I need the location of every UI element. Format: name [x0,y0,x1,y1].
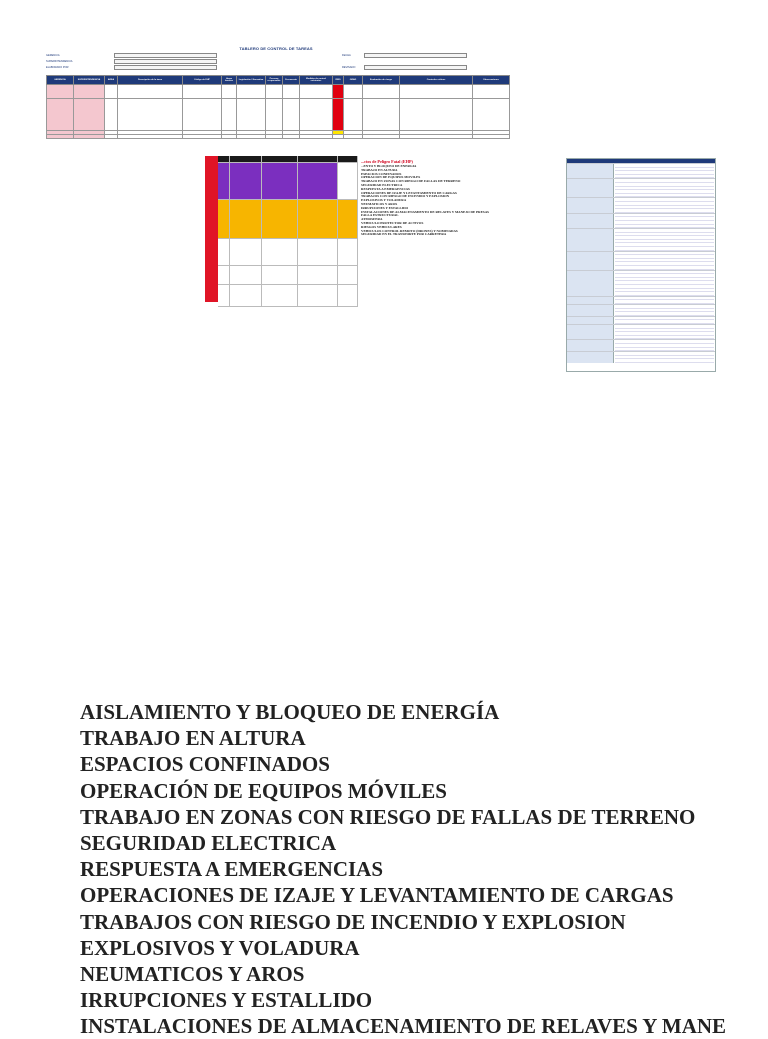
table-cell [74,135,105,139]
table-row [567,163,715,178]
risk-level-cell [218,163,230,199]
table-row [567,324,715,339]
table-cell [105,85,118,99]
meta-value [364,53,467,58]
meta-value [364,65,467,70]
column-header: Evaluación de riesgo [363,76,400,85]
column-header: Persona responsable [266,76,283,85]
list-item: INSTALACIONES DE ALMACENAMIENTO DE RELAVES Y MANEJO DE PRESAS [361,209,490,214]
risk-cell [298,239,338,265]
control-line [615,194,714,198]
list-item: INSTALACIONES DE ALMACENAMIENTO DE RELAVES Y MANE [80,1014,727,1039]
list-item: SEGURIDAD ELECTRICA [361,182,403,187]
table-cell [363,135,400,139]
controls-header-cell [567,159,613,163]
risk-matrix [205,156,385,302]
table-cell [283,85,300,99]
column-header: Código de EHP [183,76,222,85]
risk-cell [230,285,262,306]
list-item: IRRUPCIONES Y ESTALLIDO [80,988,373,1013]
risk-row [218,285,358,307]
table-cell [47,85,74,99]
list-item: RESPUESTA A EMERGENCIAS [80,857,384,882]
control-group-label [567,198,614,212]
table-cell [47,135,74,139]
controls-header-cell [613,159,715,163]
column-header: AREA [105,76,118,85]
table-cell [222,135,237,139]
meta-row [46,59,217,64]
table-cell [118,85,183,99]
table-row [47,99,510,131]
risk-cell [298,266,338,284]
meta-value [114,53,217,58]
list-item: NEUMATICOS Y AROS [80,961,305,986]
control-lines [614,252,715,270]
risk-row [218,163,358,200]
column-header: Legislación / Normativa [237,76,266,85]
ehp-mini-list [361,159,501,237]
table-cell [105,135,118,139]
risk-cell [338,200,358,238]
table-cell [400,85,473,99]
control-group-label [567,297,614,304]
risk-level-cell [218,266,230,284]
table-cell [105,99,118,131]
risk-level-cell [218,285,230,306]
risk-cell [230,163,262,199]
control-line [615,292,714,296]
meta-value [114,59,217,64]
table-cell [473,85,510,99]
meta-value [114,65,217,70]
meta-label: ELABORADO POR [46,66,69,69]
table-cell [473,99,510,131]
table-cell [183,99,222,131]
table-cell [333,99,344,131]
control-group-label [567,340,614,351]
list-item: AISLAMIENTO Y BLOQUEO DE ENERGÍA [80,700,500,724]
column-header: GRAD [344,76,363,85]
control-line [615,359,714,363]
table-cell [300,85,333,99]
table-cell [400,99,473,131]
control-lines [614,179,715,197]
table-cell [300,99,333,131]
control-lines [614,297,715,304]
list-item: OPERACION DE EQUIPOS MOVILES [361,175,421,180]
risk-header-row [218,156,358,163]
table-cell [266,85,283,99]
risk-cell [338,163,358,199]
risk-cell [298,200,338,238]
list-item: RIESGOS VEHICULARES [361,224,402,229]
risk-header-cell [218,156,230,162]
column-header: Descripción de la tarea [118,76,183,85]
list-item: TRABAJO EN ALTURA [361,167,398,172]
control-line [615,209,714,213]
task-control-sheet [46,46,506,139]
meta-row [46,53,217,58]
table-cell [344,135,363,139]
control-lines [614,325,715,339]
column-header: Controles críticos [400,76,473,85]
risk-cell [338,239,358,265]
tasks-header-row [47,76,510,85]
table-cell [183,85,222,99]
controls-header-row [567,159,715,163]
table-row [567,351,715,363]
table-cell [183,135,222,139]
table-cell [400,135,473,139]
column-header: RIES [333,76,344,85]
table-cell [237,135,266,139]
risk-header-cell [338,156,358,162]
control-line [615,175,714,179]
table-cell [473,135,510,139]
risk-cell [262,266,298,284]
control-line [615,247,714,251]
table-cell [237,99,266,131]
meta-row [342,53,467,58]
meta-label: SUPERINTENDENCIA [46,60,73,63]
sheet-title: TABLERO DE CONTROL DE TAREAS [239,46,313,51]
column-header: Frecuencia [283,76,300,85]
meta-row [46,65,217,70]
meta-label: GERENCIA [46,54,60,57]
meta-row [342,65,467,70]
risk-cell [230,266,262,284]
table-cell [74,99,105,131]
list-item: TRABAJOS CON RIESGO DE INCENDIO Y EXPLOSION [80,909,626,934]
control-group-label [567,179,614,197]
table-row [567,228,715,251]
table-cell [333,85,344,99]
column-header: SUPERINTENDENCIA [74,76,105,85]
list-item: RESPUESTA A EMERGENCIAS [361,186,410,191]
table-cell [363,99,400,131]
control-group-label [567,305,614,316]
risk-header-cell [298,156,338,162]
list-item: EXPLOSIVOS Y VOLADURA [80,935,360,960]
control-line [615,300,714,304]
list-item: NEUMATICOS Y AROS [361,201,398,206]
table-row [567,197,715,212]
control-group-label [567,229,614,251]
control-line [615,225,714,229]
table-cell [266,99,283,131]
risk-level-cell [218,239,230,265]
control-line [615,336,714,340]
column-header: Horas hombre [222,76,237,85]
risk-row [218,200,358,239]
sheet-meta [46,53,506,75]
list-item: OPERACIÓN DE EQUIPOS MÓVILES [80,778,447,803]
control-line [615,266,714,270]
list-item: OPERACIONES DE IZAJE Y LEVANTAMIENTO DE CARGAS [361,190,457,195]
control-lines [614,317,715,324]
control-line [615,348,714,352]
table-cell [47,99,74,131]
list-item: EXPLOSIVOS Y VOLADURA [361,198,407,203]
table-cell [222,85,237,99]
list-item: ESPACIOS CONFINADOS [80,752,330,777]
table-cell [333,135,344,139]
risk-cell [262,200,298,238]
table-row [567,304,715,316]
table-cell [363,85,400,99]
table-row [567,251,715,270]
ehp-mini-title: ...ctos de Peligro Fatal (EHP) [361,159,413,164]
table-row [47,85,510,99]
control-lines [614,229,715,251]
table-row [567,178,715,197]
list-item: TRABAJOS CON RIESGO DE INCENDIO Y EXPLOSION [361,194,450,199]
meta-label: REVISADO [342,66,356,69]
list-item: ESPACIOS CONFINADOS [361,171,402,176]
meta-label: FECHA [342,54,351,57]
controls-body [567,163,715,363]
control-group-label [567,214,614,228]
table-cell [283,99,300,131]
risk-side-band [205,156,218,302]
list-item: SEGURIDAD EN EL TRANSPORTE POR CARRETERA [361,232,447,237]
table-cell [237,85,266,99]
list-item: VEHICULO PROTECTOR DE ACTIVOS [361,220,424,225]
list-item: ...ENTO Y BLOQUEO DE ENERGIA [361,164,417,168]
list-item: TRABAJO EN ZONAS CON RIESGO DE FALLAS DE TERRENO [80,804,696,829]
risk-cell [338,285,358,306]
list-item: TRABAJO EN ZONAS CON RIESGO DE FALLAS DE TERRENO [361,179,461,184]
control-group-label [567,271,614,296]
tasks-table [46,75,510,139]
table-cell [118,135,183,139]
table-cell [283,135,300,139]
control-group-label [567,325,614,339]
risk-grid [218,156,358,302]
column-header: GERENCIA [47,76,74,85]
table-cell [266,135,283,139]
risk-header-cell [230,156,262,162]
column-header: Medidas de control existentes [300,76,333,85]
risk-level-cell [218,200,230,238]
control-lines [614,164,715,178]
table-cell [222,99,237,131]
control-lines [614,305,715,316]
control-lines [614,214,715,228]
risk-cell [230,239,262,265]
table-row [567,213,715,228]
column-header: Observaciones [473,76,510,85]
list-item: VEHICULOS CONTROL REMOTO (DRONES) Y NOMINADAS [361,228,458,233]
risk-cell [230,200,262,238]
list-item: TRABAJO EN ALTURA [80,726,306,751]
risk-row [218,239,358,266]
table-cell [74,85,105,99]
table-row [567,316,715,324]
control-lines [614,340,715,351]
control-group-label [567,352,614,363]
list-item: OPERACIONES DE IZAJE Y LEVANTAMIENTO DE CARGAS [80,883,674,908]
table-cell [118,99,183,131]
control-lines [614,271,715,296]
risk-cell [262,163,298,199]
table-cell [344,85,363,99]
table-row [567,270,715,296]
control-group-label [567,317,614,324]
critical-controls-table [566,158,716,372]
risk-cell [298,163,338,199]
list-item: IRRUPCIONES Y ESTALLIDO [361,205,409,210]
risk-row [218,266,358,285]
control-lines [614,352,715,363]
table-row [567,296,715,304]
table-cell [344,99,363,131]
control-group-label [567,252,614,270]
list-item: FALLA ESTRUCTURAL [361,213,399,218]
risk-cell [338,266,358,284]
table-row [47,135,510,139]
risk-header-cell [262,156,298,162]
risk-cell [262,239,298,265]
list-item: SEGURIDAD ELECTRICA [80,830,337,855]
control-lines [614,198,715,212]
table-cell [300,135,333,139]
list-item: ATMOSFERA [361,217,383,222]
risk-cell [298,285,338,306]
ehp-list [80,699,726,1039]
control-group-label [567,164,614,178]
control-line [615,312,714,316]
table-row [567,339,715,351]
risk-cell [262,285,298,306]
control-line [615,320,714,324]
